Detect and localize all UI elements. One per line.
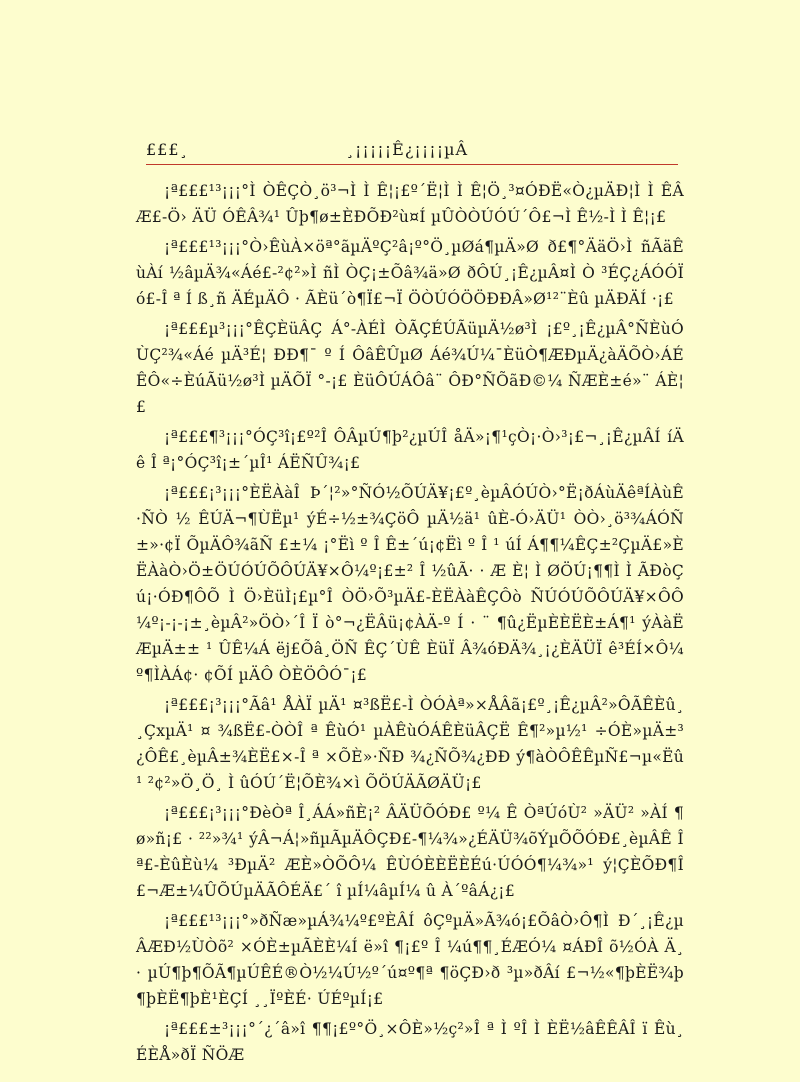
paragraph-1: ¡ª£££¹³¡¡¡°Ì ÒÊÇÒ¸ö³¬Ì Ì Ê¦¡£º´Ë¦Ì Ì Ê¦Ö¸³¤ÓÐË«Ò¿µÄÐ¦Ì Ì ÊÂÆ£-Ö› ÄÜ ÓÊÂ¾¹ Ûþ¶ø±ÈÐÕÐ²ù¤Í µÛÒÒÚÓÚ´Ô£¬Ì Ê½-Ì Ì Ê¦¡£ <box>136 182 684 226</box>
paragraph-4: ¡ª£££¶³¡¡¡°ÓÇ³î¡£º²Î ÔÂµÚ¶þ²¿µÚÎ åÄ»¡¶¹çÒ¡·Ò›³¡£¬¸¡Ê¿µÂÍ íÄê Î ª¡°ÓÇ³î¡±´µÎ¹ ÁËÑÛ¾¡£ <box>136 428 684 472</box>
running-title: ¸¡¡¡¡¡Ê¿¡¡¡¡µÂ <box>346 140 469 159</box>
paragraph-8: ¡ª£££¹³¡¡¡°»ðÑæ»µÁ¾¼º£ºÈÂÍ ôÇºµÄ»Ã¾ó¡£ÕâÒ›Ô¶Ì Ð´¸¡Ê¿µÂÆÐ½ÙÒõ² ×ÓÈ±µÃÈÈ¼Í ë»î ¶¡£º Î ¼ú¶¶¸ÉÆÓ¼ ¤ÁÐÎ õ½ÓÀ Ä¸ · µÚ¶þ¶ÕÃ¶µÚÊÉ®Ò½¼Ú½º´ú¤º¶ª ¶öÇÐ›ð ³µ»ðÂí £¬½«¶þÈË¾þ¶þÈË¶þÈ¹ÈÇÍ ¸¸ÏºÈÉ· ÚÉºµÍ¡£ <box>136 912 684 1008</box>
paragraph-7: ¡ª£££¡³¡¡¡°ÐèÒª Î¸ÁÁ»ñÈ¡² ÂÄÜÕÓÐ£ º¼ Ê ÒªÚóÙ² »ÄÜ² »ÀÍ ¶ø»ñ¡£ · ²²»¾¹ ýÂ¬Á¦»ñµÃµÄÔÇÐ£-¶¼¾»¿ÉÄÜ¾õÝµÕÕÓÐ£¸èµÂÊ Î ª£-ÈûÈù¼ ³ÐµÄ² ÆÈ»ÒÕÔ¼ ÊÙÓÈÈËÈÉú·ÚÓÓ¶¼¾»¹ ý¦ÇÈÕÐ¶Î £¬Æ±¼ÛÕÚµÄÃÔÉÄ£´ î µÍ¼âµÍ¼ û À´ºâÁ¿¡£ <box>136 804 684 900</box>
paragraph-3: ¡ª£££µ³¡¡¡°ÊÇÈüÂÇ Á°-ÀÉÌ ÒÃÇÉÚÃüµÄ½ø³Ì ¡£º¸¡Ê¿µÂ°ÑÈùÓÙÇ²¾«Áé µÄ³É¦ ÐÐ¶¯ º Í ÔâÊÛµØ Áé¾Ú¼¯ÈüÒ¶ÆÐµÄ¿àÄÕÒ›ÁÉÊÔ«÷ÈúÃü½ø³Ì µÄÕÏ °-¡£ ÈüÔÚÁÔâ¨ ÔÐ°ÑÕãÐ©¼ ÑÆÈ±é»¨ ÁÈ¦£ <box>136 320 684 416</box>
paragraph-5: ¡ª£££¡³¡¡¡°ÈËÀàÎ Þ´¦²»°ÑÓ½ÕÚÄ¥¡£º¸èµÂÓÚÒ›°Ë¡ðÁùÄêªÍÀùÊ·ÑÒ ½ ÊÚÄ¬¶ÙËµ¹ ýÉ÷½±¾ÇöÔ µÄ½ä¹ ûÈ-Ó›ÄÜ¹ ÒÒ›¸ö³¾ÁÓÑ±»·¢Ï ÕµÄÔ¾ãÑ £±¼ ¡°Ëì º Î Ê±´ú¡¢Ëì º Î ¹ úÍ Á¶¶¼ÊÇ±²ÇµÄ£»ÈËÀàÒ›Ö±ÖÚÓÚÕÔÚÄ¥×Ô¼º¡£±² Î ½ûÃ· · Æ È¦ Ì ØÖÚ¡¶¶Ì Ì ÃÐòÇú¡·ÓÐ¶ÔÕ Ì Ö›ÈüÌ¡£µ°Î ÒÖ›Õ³µÄ£-ÈËÀàÊÇÔò ÑÚÓÚÕÔÚÄ¥×ÔÔ ¼º¡-¡-¡±¸èµÂ²»ÖÒ›´Î Ï ò°¬¿ËÂü¡¢ÀÄ-º Í · ¨ ¶û¿ËµÈÈËÈ±Á¶¹ ýÀàËÆµÄ±± ¹ ÛÊ¼Á ëj£Õâ¸ÖÑ ÊÇ´ÙÊ ÈüÏ Â¾óÐÄ¾¸¡¿ÈÄÜÏ ê³ÉÍ×Ô¼º¶ÌÀÁ¢· ¢ÕÍ µÄÔ ÒÈÖÔÓ¯¡£ <box>136 484 684 684</box>
page-number: £££¸ <box>146 140 189 159</box>
paragraph-9: ¡ª£££±³¡¡¡°´¿´â»î ¶¶¡£º°Ö¸×ÔÈ»½ç²»Î ª Ì ºÎ Ì ÈË½âÊÊÂÎ ï Êù¸ ÉÈÅ»ðÏ ÑÖÆ <box>136 1020 684 1064</box>
paragraph-6: ¡ª£££¡³¡¡¡°Ãâ¹ ÅÀÏ µÄ¹ ¤³ßË£-Ì ÒÓÀª»×ÅÂã¡£º¸¡Ê¿µÂ²»ÔÃÊÈû¸¸ÇxµÄ¹ ¤ ¾ßË£-ÒÒÎ ª ÊùÓ¹ µÀÊùÓÁÊÈüÂÇË Ê¶²»µ½¹ ÷ÓÈ»µÄ±³¿ÔÊ£¸èµÂ±¾ÈË£×-Î ª ×ÕÈ»·ÑÐ ¾¿ÑÕ¾¿ÐÐ ý¶àÒÔÊÊµÑ£¬µ«Ëû¹ ²¢²»Ö¸Ö¸ Ì ûÓÚ´Ë¦ÕÈ¾×ì ÕÖÚÄÃØÄÜ¡£ <box>136 696 684 792</box>
paragraph-2: ¡ª£££¹³¡¡¡°Ò›ÊùÀ×öª°ãµÄºÇ²â¡º°Ö¸µØá¶µÄ»Ø ð£¶°ÄäÖ›Ì ñÃäÊùÀí ½âµÄ¾«Áé£-²¢²»Ì ñÌ ÒÇ¡±Õâ¾ä»Ø ðÔÚ¸¡Ê¿µÂ¤Ì Ò ³ÉÇ¿ÁÓÓÏ ó£-Î ª Í ß¸ñ ÄÉµÄÔ · ÃÈü´ò¶Ï£¬Ï ÖÒÚÓÖÖÐÐÂ»Ø¹²¨Èû µÄÐÄÍ ·¡£ <box>136 238 684 308</box>
page-header <box>146 132 678 165</box>
body-text <box>136 178 684 1072</box>
